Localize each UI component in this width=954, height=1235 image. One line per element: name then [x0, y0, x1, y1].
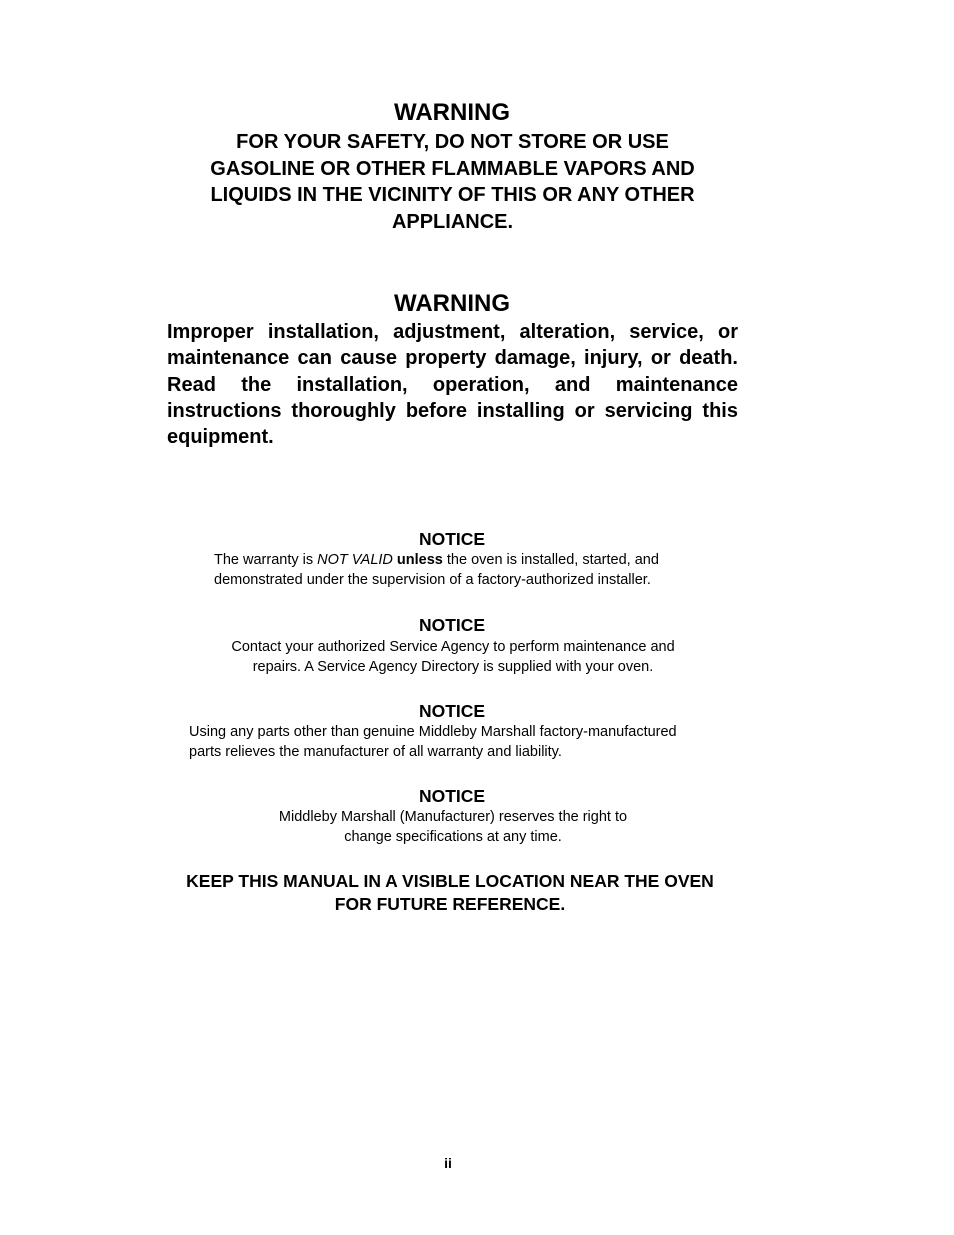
- notice-text-parts: [189, 723, 749, 762]
- warning-title-2: WARNING: [394, 290, 510, 317]
- warning-line: FOR YOUR SAFETY, DO NOT STORE OR USE: [236, 131, 669, 153]
- keep-manual-line: KEEP THIS MANUAL IN A VISIBLE LOCATION NEAR THE OVEN: [186, 871, 714, 891]
- keep-manual-line: FOR FUTURE REFERENCE.: [334, 893, 566, 914]
- notice-line: repairs. A Service Agency Directory is supplied with your oven.: [252, 658, 654, 675]
- notice-title-1: NOTICE: [418, 529, 486, 549]
- notice-text-emphasis: NOT VALID: [317, 552, 393, 568]
- notice-text-specifications: [190, 808, 716, 847]
- warning-title-1: WARNING: [394, 99, 510, 126]
- warning-line: APPLIANCE.: [391, 210, 514, 233]
- notice-line: Using any parts other than genuine Middleby Marshall factory-manufactured: [189, 724, 677, 740]
- notice-text-strong: unless: [392, 552, 443, 568]
- notice-line: change specifications at any time.: [344, 828, 562, 845]
- page-number: ii: [444, 1155, 452, 1171]
- warning-line: LIQUIDS IN THE VICINITY OF THIS OR ANY OTHER: [210, 184, 695, 206]
- notice-line: parts relieves the manufacturer of all warranty and liability.: [189, 743, 562, 760]
- notice-text-service: [190, 638, 716, 677]
- notice-title-2: NOTICE: [418, 615, 486, 635]
- notice-title-3: NOTICE: [418, 701, 486, 721]
- keep-manual-notice: [150, 870, 750, 915]
- notice-line: Contact your authorized Service Agency to perform maintenance and: [231, 639, 675, 655]
- notice-text-part: The warranty is: [214, 552, 318, 568]
- notice-line: Middleby Marshall (Manufacturer) reserves the right to: [278, 809, 628, 825]
- warning-text-installation: Improper installation, adjustment, alteration, service, or maintenance can cause property damage, injury, or death. Read the installation, operation, and maintenance instructions thoroughly before installing or servicing this equipment.: [167, 321, 738, 449]
- notice-text-warranty: [214, 551, 734, 590]
- warning-line: GASOLINE OR OTHER FLAMMABLE VAPORS AND: [210, 157, 695, 180]
- notice-text-part: the oven is installed, started, and demonstrated under the supervision of a factory-authorized installer.: [214, 552, 659, 588]
- notice-title-4: NOTICE: [418, 786, 486, 806]
- warning-text-flammable: [180, 129, 725, 235]
